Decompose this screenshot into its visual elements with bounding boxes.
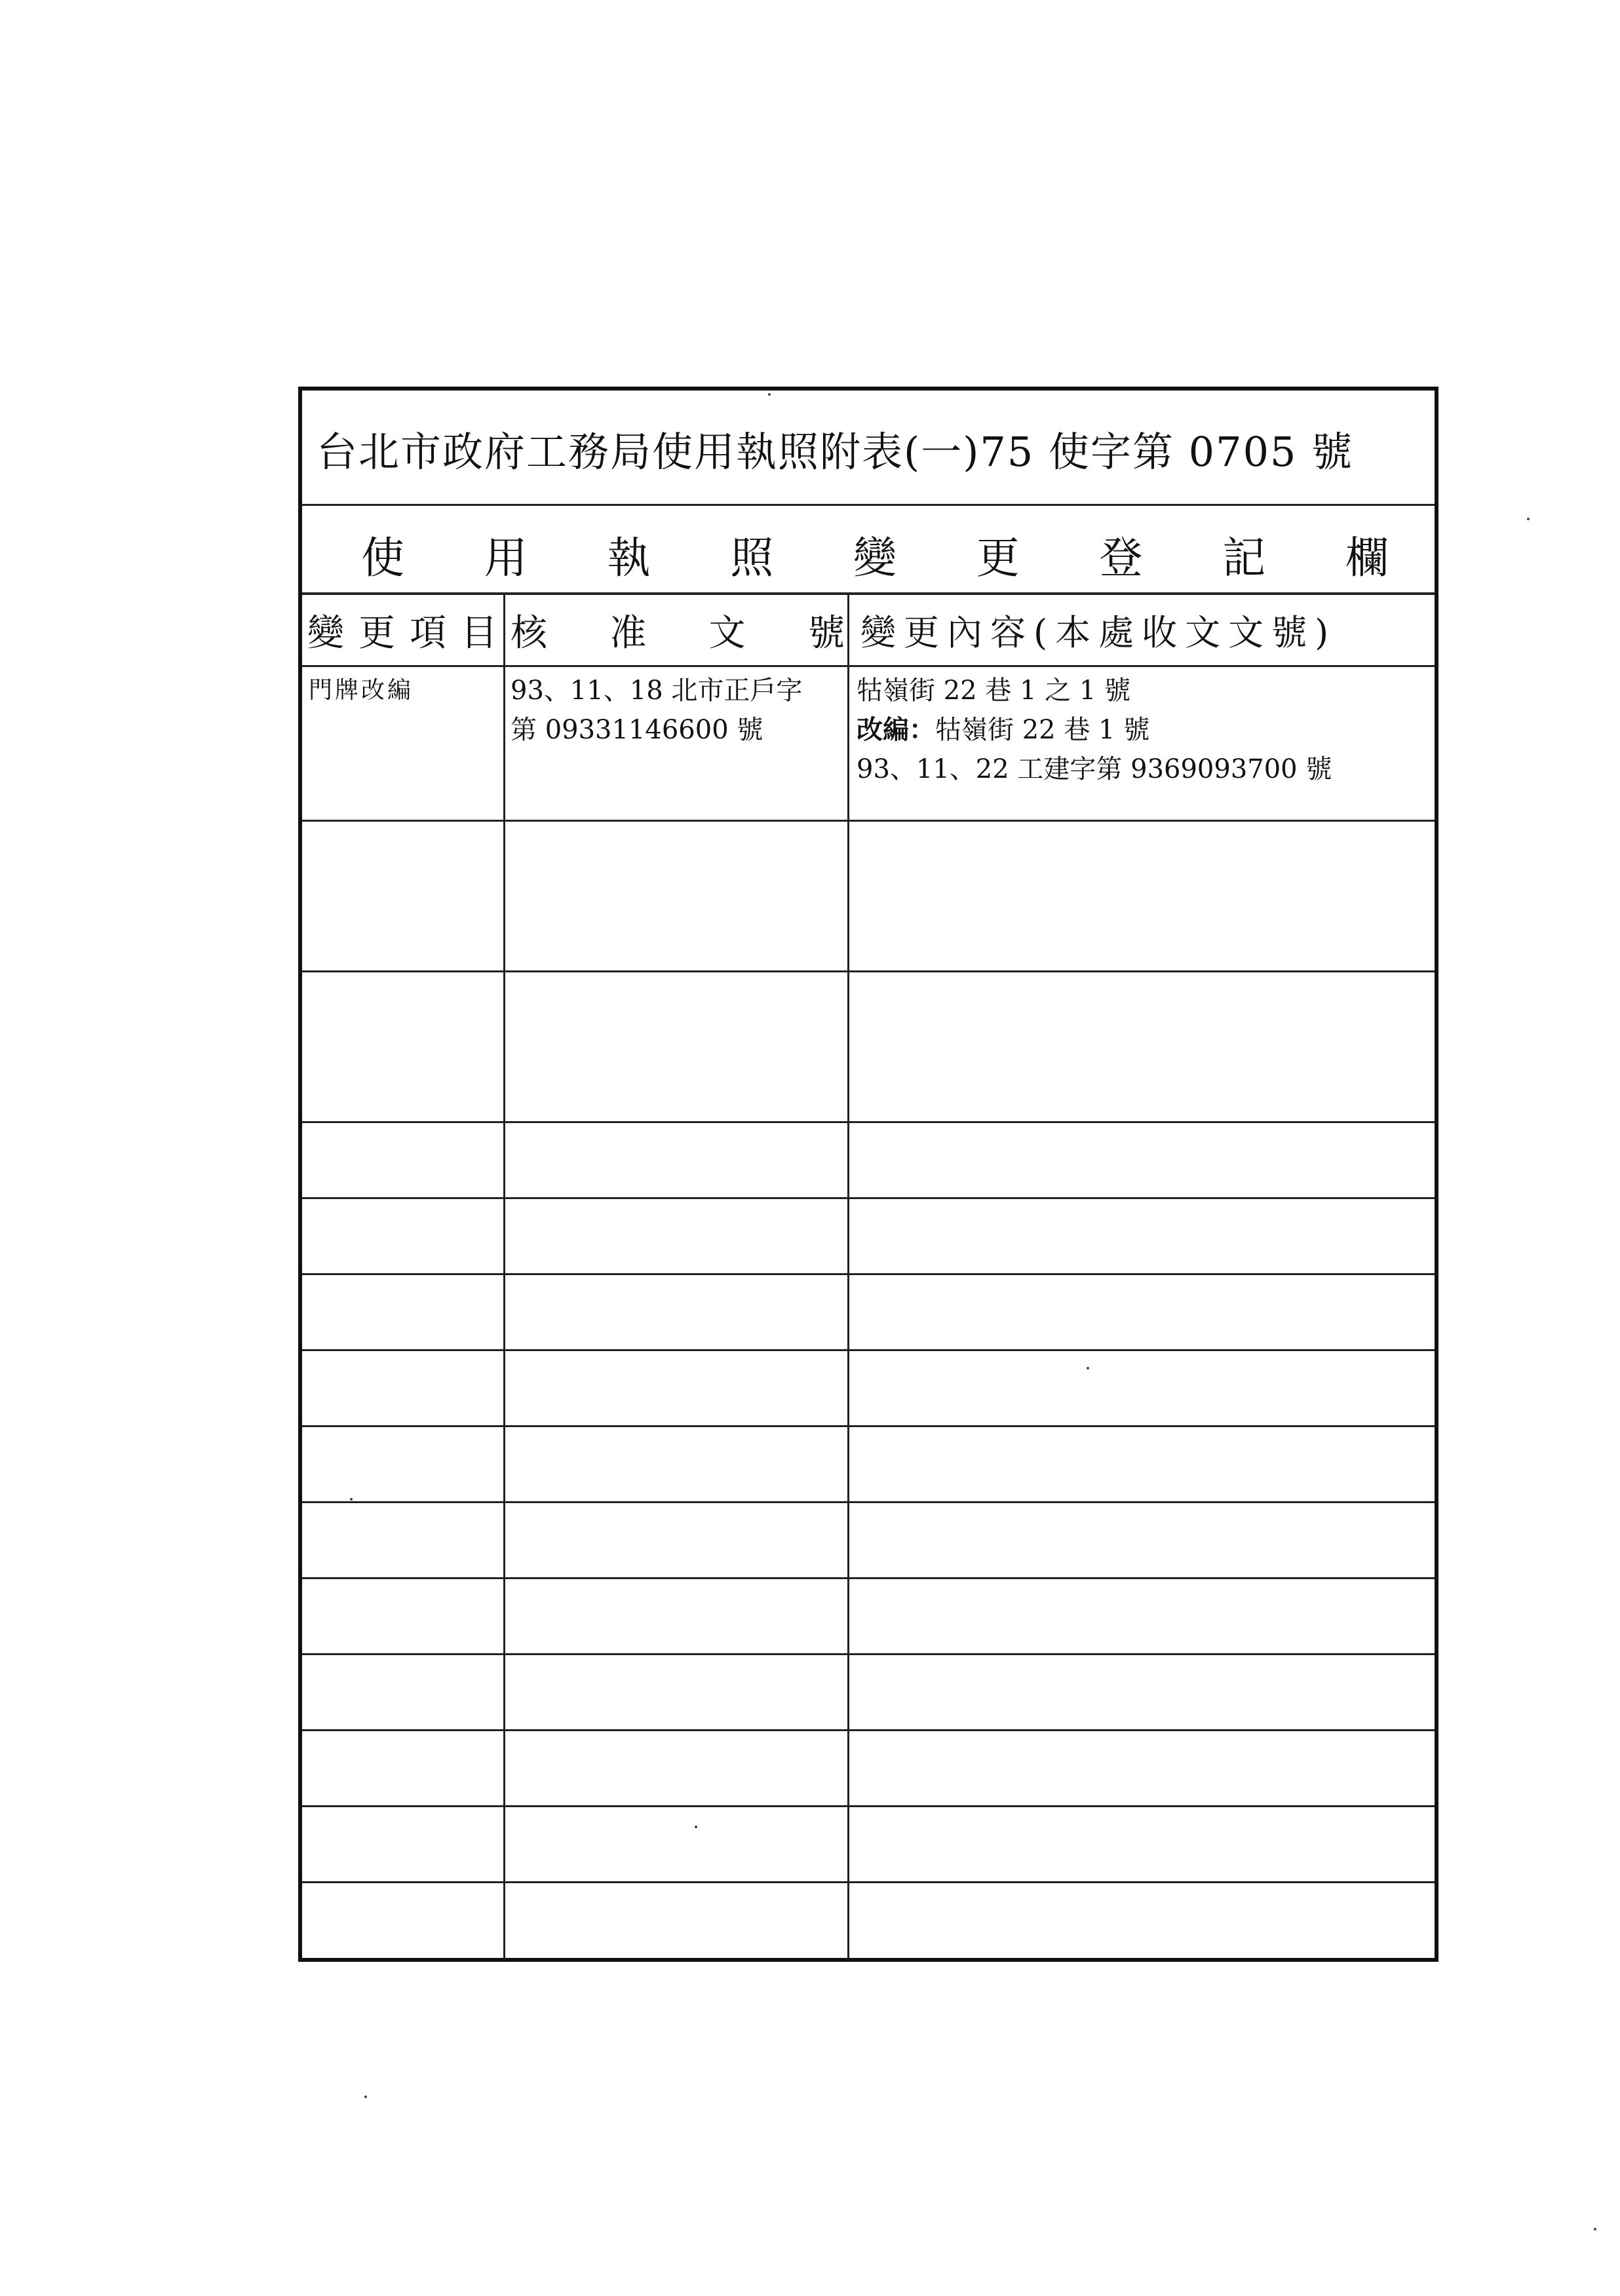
heading-char: 登 xyxy=(1099,533,1143,583)
scan-speck xyxy=(364,2095,367,2098)
license-change-form xyxy=(298,387,1438,1962)
scan-speck xyxy=(695,1826,697,1828)
table-row xyxy=(302,1503,1435,1579)
table-row xyxy=(302,667,1435,822)
content-line-text: 牯嶺街 22 巷 1 號 xyxy=(935,715,1150,745)
header-change-item: 變更項目 xyxy=(307,611,512,655)
table-row xyxy=(302,1731,1435,1807)
entry-change-content xyxy=(857,671,1332,789)
scan-speck xyxy=(768,393,771,396)
entry-change-item: 門牌改編 xyxy=(309,677,414,704)
scan-speck xyxy=(1087,1367,1089,1369)
content-line: 93、11、22 工建字第 9369093700 號 xyxy=(857,754,1332,784)
title-row xyxy=(302,391,1435,506)
heading-char: 執 xyxy=(607,533,651,583)
section-heading xyxy=(361,523,1389,585)
heading-char: 照 xyxy=(730,533,774,583)
table-row xyxy=(302,822,1435,972)
table-row xyxy=(302,1807,1435,1883)
heading-char: 欄 xyxy=(1345,533,1389,583)
header-approval-number xyxy=(511,595,845,665)
header-approval-char: 號 xyxy=(807,611,845,655)
table-row xyxy=(302,1199,1435,1275)
content-line: 牯嶺街 22 巷 1 之 1 號 xyxy=(857,676,1131,706)
approval-line: 第 09331146600 號 xyxy=(511,715,763,745)
content-line xyxy=(857,710,1332,750)
heading-char: 使 xyxy=(361,533,404,583)
scan-speck xyxy=(1594,2228,1596,2230)
heading-char: 記 xyxy=(1222,533,1266,583)
header-approval-char: 核 xyxy=(511,611,547,655)
table-row xyxy=(302,1351,1435,1427)
header-approval-char: 文 xyxy=(708,611,746,655)
heading-char: 變 xyxy=(853,533,897,583)
heading-char: 更 xyxy=(976,533,1020,583)
entry-approval-number xyxy=(511,671,802,750)
approval-line: 93、11、18 北市正戶字 xyxy=(511,676,803,706)
table-row xyxy=(302,1579,1435,1655)
table-row xyxy=(302,1655,1435,1731)
table-row xyxy=(302,1883,1435,1958)
header-change-content: 變更內容(本處收文文號) xyxy=(860,612,1337,653)
scan-speck xyxy=(1527,518,1530,520)
table-row xyxy=(302,1427,1435,1503)
table-row xyxy=(302,1275,1435,1351)
header-approval-char: 准 xyxy=(609,611,647,655)
table-header xyxy=(302,595,1435,667)
form-title: 台北市政府工務局使用執照附表(一)75 使字第 0705 號 xyxy=(317,428,1354,476)
content-label: 改編： xyxy=(857,714,935,745)
table-row xyxy=(302,1123,1435,1199)
subtitle-row xyxy=(302,506,1435,595)
table-row xyxy=(302,972,1435,1123)
heading-char: 用 xyxy=(484,533,528,583)
scan-speck xyxy=(350,1498,353,1501)
